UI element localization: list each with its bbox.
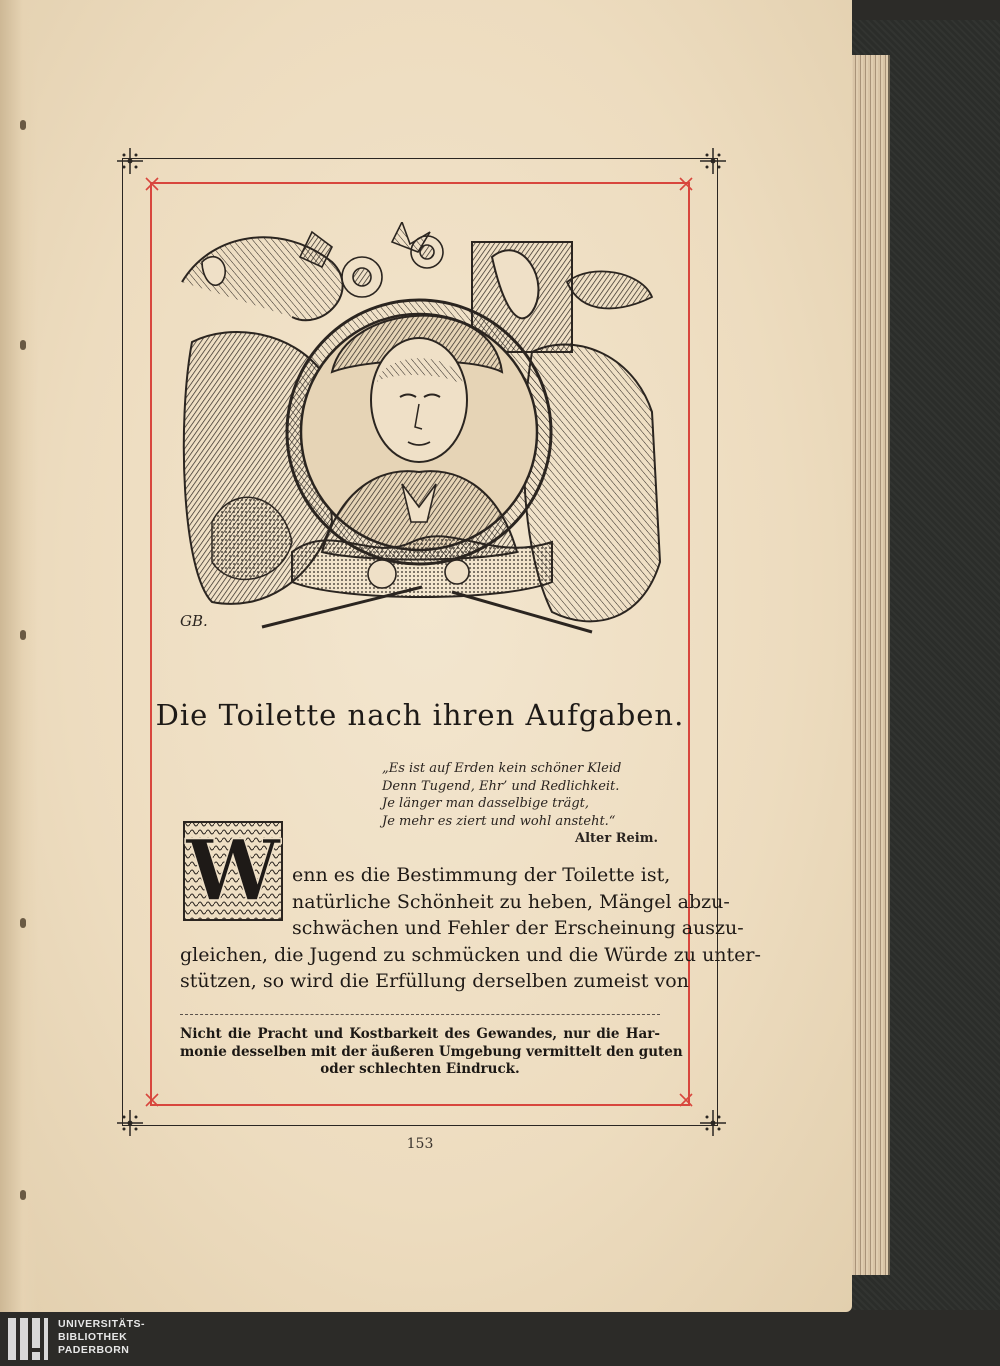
body-line: natürliche Schönheit zu heben, Mängel abzu- [292,890,730,913]
red-corner-cross-icon [678,176,694,192]
binding-stitch [20,630,26,640]
footnote-line: Nicht die Pracht und Kostbarkeit des Gewandes, nur die Har- [180,1026,660,1042]
illustrator-monogram: GB. [180,612,208,630]
initial-letter: W [185,821,281,920]
library-logo-text [58,1318,145,1357]
motto-line: „Es ist auf Erden kein schöner Kleid [382,761,622,776]
footnote-line: oder schlechten Eindruck. [320,1061,520,1077]
body-paragraph [180,862,761,995]
corner-ornament-icon [115,1108,145,1138]
library-logo-line: BIBLIOTHEK [58,1331,128,1343]
binding-stitch [20,340,26,350]
red-corner-cross-icon [678,1092,694,1108]
motto-line: Je länger man dasselbige trägt, [382,796,590,811]
motto-verse [382,760,662,848]
binding-stitch [20,918,26,928]
library-logo-line: PADERBORN [58,1344,130,1356]
motto-line: Denn Tugend, Ehr’ und Redlichkeit. [382,778,620,794]
body-line: enn es die Bestimmung der Toilette ist, [292,864,671,886]
red-corner-cross-icon [144,1092,160,1108]
library-logo-line: UNIVERSITÄTS- [58,1318,146,1330]
red-corner-cross-icon [144,176,160,192]
motto-source: Alter Reim. [575,831,658,846]
portrait-illustration [172,222,666,646]
footnote-line: monie desselben mit der äußeren Umgebung vermittelt den guten [180,1043,683,1060]
page-gutter [0,0,38,1312]
footnote-summary [180,1026,683,1079]
body-line: schwächen und Fehler der Erscheinung auszu- [292,917,744,939]
corner-ornament-icon [698,146,728,176]
footnote-divider [180,1014,660,1015]
page-title: Die Toilette nach ihren Aufgaben. [155,698,685,732]
page-number: 153 [406,1136,434,1152]
motto-line: Je mehr es ziert und wohl ansteht.“ [382,813,616,829]
library-footer-bar [0,1312,1000,1366]
body-line: gleichen, die Jugend zu schmücken und die Würde zu unter- [180,943,761,966]
corner-ornament-icon [115,146,145,176]
body-line: stützen, so wird die Erfüllung derselben zumeist von [180,970,689,992]
library-logo-icon [6,1316,50,1362]
corner-ornament-icon [698,1108,728,1138]
binding-stitch [20,120,26,130]
binding-stitch [20,1190,26,1200]
